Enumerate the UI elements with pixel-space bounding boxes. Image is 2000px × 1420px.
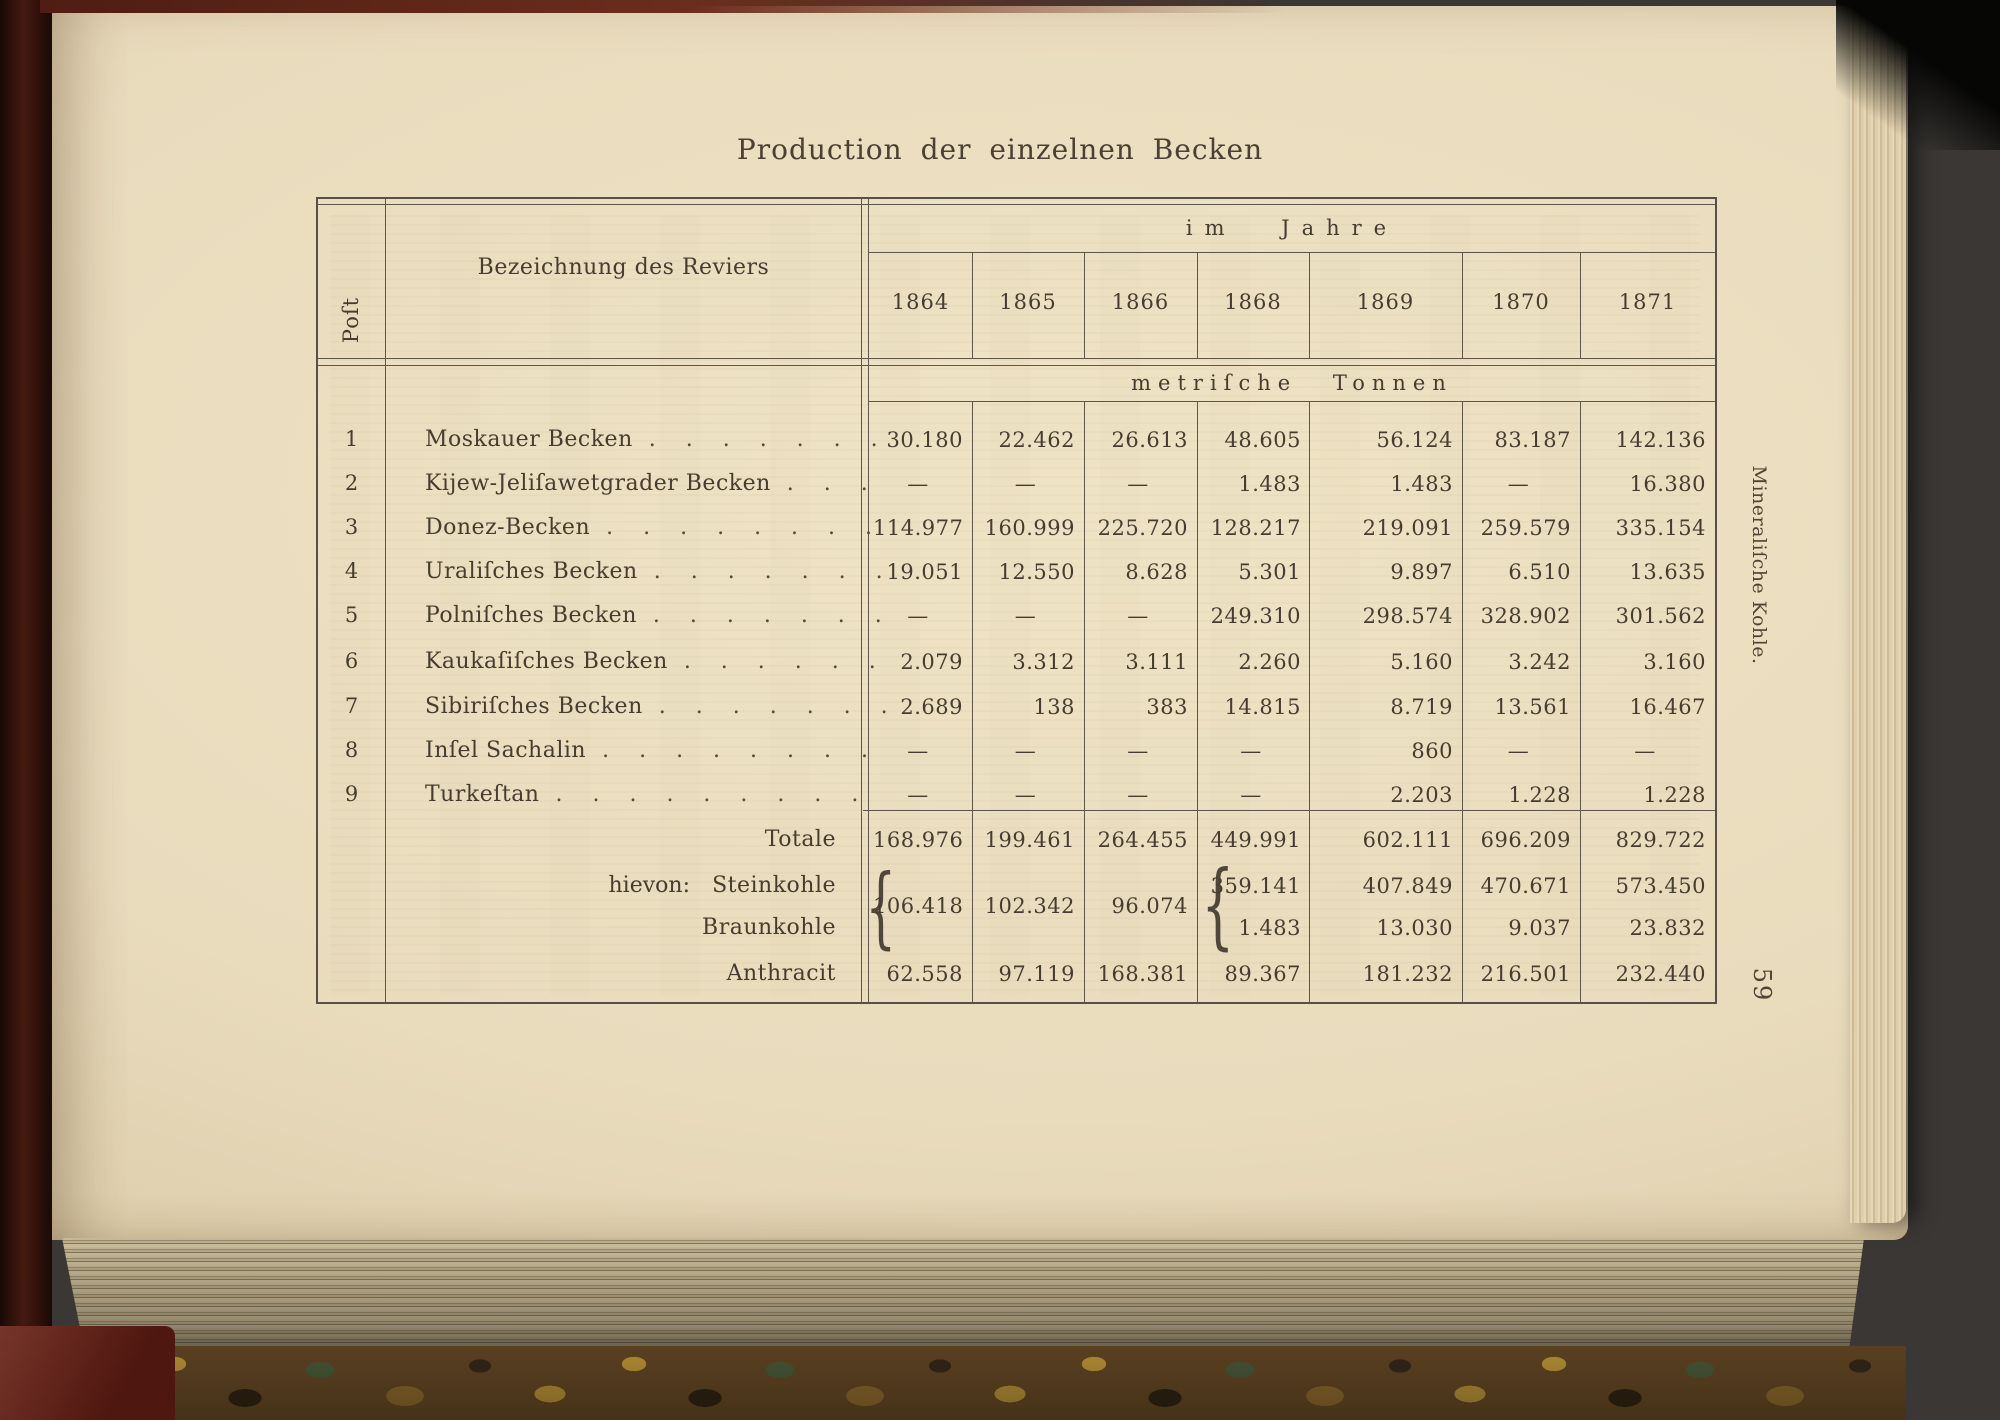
text-block-edge [62, 1238, 1864, 1346]
cell-value: — [907, 604, 929, 628]
cell-value: 301.562 [1615, 604, 1706, 628]
row-number: 6 [344, 649, 359, 673]
cell-value: 114.977 [873, 516, 964, 540]
cell-value: 3.111 [1125, 650, 1188, 674]
cell-value: — [1634, 739, 1656, 763]
cell-value: 128.217 [1210, 516, 1301, 540]
dot-leader: . . . . . . . [648, 427, 879, 452]
year-header-1866: 1866 [1111, 290, 1170, 314]
dot-leader: . . . . . . [683, 649, 877, 674]
row-label [425, 738, 875, 764]
cell-value: 30.180 [886, 428, 963, 452]
row-label [425, 603, 883, 629]
hievon-label: hievon: [608, 873, 690, 898]
totale-value: 168.976 [873, 828, 964, 852]
braunkohle-value: 23.832 [1629, 916, 1706, 940]
dot-leader: . . . [786, 471, 869, 496]
row-label [425, 559, 884, 585]
cell-value: 22.462 [998, 428, 1075, 452]
row-label-text: Turkeſtan [425, 782, 540, 807]
totale-value: 829.722 [1615, 828, 1706, 852]
cell-value: 383 [1146, 695, 1188, 719]
anthracit-value: 216.501 [1480, 962, 1571, 986]
cell-value: — [1507, 472, 1530, 496]
braunkohle-label: Braunkohle [702, 915, 836, 940]
cell-value: 860 [1411, 739, 1453, 763]
cell-value: 225.720 [1097, 516, 1188, 540]
year-header-1869: 1869 [1356, 290, 1415, 314]
cell-value: 16.467 [1629, 695, 1706, 719]
cell-value: 83.187 [1494, 428, 1571, 452]
row-label-text: Polniſches Becken [425, 603, 637, 628]
cell-value: 3.160 [1643, 650, 1706, 674]
steinkohle-value: 573.450 [1615, 874, 1706, 898]
column-header-post: Poſt [339, 296, 363, 344]
cell-value: 1.483 [1238, 472, 1301, 496]
rule [861, 199, 862, 1002]
cell-value: 1.483 [1390, 472, 1453, 496]
row-label [425, 427, 879, 453]
cell-value: — [1014, 604, 1037, 628]
row-label [425, 515, 875, 541]
row-label-text: Kijew-Jeliſawetgrader Becken [425, 471, 771, 496]
cell-value: 328.902 [1480, 604, 1571, 628]
anthracit-value: 181.232 [1362, 962, 1453, 986]
cell-value: 12.550 [998, 560, 1075, 584]
cell-value: 5.301 [1238, 560, 1301, 584]
unit-header: metriſche Tonnen [1131, 371, 1453, 395]
row-number: 5 [344, 603, 359, 627]
rule [318, 204, 1715, 205]
row-label-text: Uraliſches Becken [425, 559, 638, 584]
cell-value: — [1127, 783, 1149, 807]
combined-value: 96.074 [1111, 894, 1188, 918]
totale-value: 199.461 [984, 828, 1075, 852]
dot-leader: . . . . . . . . . [555, 782, 859, 807]
page-number: 59 [1748, 967, 1776, 1003]
cell-value: 16.380 [1629, 472, 1706, 496]
book-spine [0, 0, 52, 1420]
cell-value: 2.689 [900, 695, 963, 719]
column-header-im-jahre: im Jahre [1185, 216, 1399, 240]
dot-leader: . . . . . . . [653, 559, 884, 584]
steinkohle-value: 470.671 [1480, 874, 1571, 898]
cell-value: 19.051 [886, 560, 963, 584]
cell-value: 8.719 [1390, 695, 1453, 719]
anthracit-value: 168.381 [1097, 962, 1188, 986]
braunkohle-value: 1.483 [1238, 916, 1301, 940]
rule [1084, 401, 1085, 1002]
rule [1197, 401, 1198, 1002]
row-label [425, 694, 889, 720]
margin-side-note: Mineraliſche Kohle. [1748, 465, 1770, 665]
cell-value: — [1014, 739, 1037, 763]
cell-value: 249.310 [1210, 604, 1301, 628]
rule [869, 401, 1715, 402]
cell-value: 56.124 [1376, 428, 1453, 452]
steinkohle-value: 359.141 [1210, 874, 1301, 898]
cell-value: 2.203 [1390, 783, 1453, 807]
cell-value: — [907, 783, 929, 807]
row-number: 8 [344, 738, 359, 762]
row-number: 4 [344, 559, 359, 583]
grouping-brace-icon: { [1201, 851, 1235, 960]
totale-value: 449.991 [1210, 828, 1301, 852]
cell-value: 3.242 [1508, 650, 1571, 674]
cell-value: 14.815 [1224, 695, 1301, 719]
cell-value: 13.561 [1494, 695, 1571, 719]
totale-label: Totale [764, 827, 836, 852]
cell-value: — [1507, 739, 1530, 763]
cell-value: 2.079 [900, 650, 963, 674]
dot-leader: . . . . . . . . [602, 738, 869, 763]
rule [1309, 401, 1310, 1002]
cell-value: — [1014, 783, 1037, 807]
cell-value: 6.510 [1508, 560, 1571, 584]
row-label-text: Inſel Sachalin [425, 738, 587, 763]
year-header-1870: 1870 [1492, 290, 1550, 314]
grouping-brace-icon: { [865, 855, 897, 958]
row-label [425, 782, 875, 808]
combined-value: 106.418 [873, 894, 964, 918]
anthracit-value: 89.367 [1224, 962, 1301, 986]
cell-value: — [1240, 783, 1262, 807]
row-label-text: Kaukaſiſches Becken [425, 649, 668, 674]
cell-value: 2.260 [1238, 650, 1301, 674]
background-corner [1836, 0, 2000, 150]
cell-value: 1.228 [1643, 783, 1706, 807]
combined-value: 102.342 [984, 894, 1075, 918]
cell-value: — [1127, 472, 1149, 496]
totale-value: 696.209 [1480, 828, 1571, 852]
page-fore-edge [1850, 18, 1906, 1223]
row-number: 1 [344, 427, 359, 451]
cell-value: 26.613 [1111, 428, 1188, 452]
year-header-1868: 1868 [1224, 290, 1282, 314]
column-header-reviers: Bezeichnung des Reviers [477, 255, 770, 280]
totale-value: 602.111 [1362, 828, 1453, 852]
rule [1580, 401, 1581, 1002]
cell-value: 3.312 [1012, 650, 1075, 674]
cell-value: 335.154 [1615, 516, 1706, 540]
cell-value: 259.579 [1480, 516, 1571, 540]
cell-value: — [1127, 604, 1149, 628]
rule [318, 358, 1715, 359]
steinkohle-label: Steinkohle [712, 873, 836, 898]
cell-value: 1.228 [1508, 783, 1571, 807]
row-number: 9 [344, 782, 359, 806]
braunkohle-value: 13.030 [1376, 916, 1453, 940]
row-number: 3 [344, 515, 359, 539]
anthracit-value: 62.558 [886, 962, 963, 986]
anthracit-label: Anthracit [726, 961, 836, 986]
cell-value: 138 [1033, 695, 1075, 719]
cell-value: 48.605 [1224, 428, 1301, 452]
cell-value: 9.897 [1390, 560, 1453, 584]
year-header-1864: 1864 [891, 290, 950, 314]
year-header-1871: 1871 [1618, 290, 1677, 314]
anthracit-value: 97.119 [998, 962, 1075, 986]
cover-board-left [0, 1326, 175, 1420]
row-label-text: Donez-Becken [425, 515, 591, 540]
cell-value: — [907, 472, 929, 496]
cell-value: 298.574 [1362, 604, 1453, 628]
cell-value: 8.628 [1125, 560, 1188, 584]
year-header-1865: 1865 [999, 290, 1057, 314]
page-title: Production der einzelnen Becken [736, 133, 1264, 166]
rule [318, 365, 1715, 366]
dot-leader: . . . . . . . [658, 694, 889, 719]
braunkohle-value: 9.037 [1508, 916, 1571, 940]
totale-value: 264.455 [1097, 828, 1188, 852]
rule [972, 401, 973, 1002]
marbled-cover [150, 1346, 1906, 1420]
row-number: 7 [344, 694, 359, 718]
cell-value: — [1240, 739, 1262, 763]
cell-value: 219.091 [1362, 516, 1453, 540]
cell-value: 5.160 [1390, 650, 1453, 674]
cell-value: — [1127, 739, 1149, 763]
production-table [316, 197, 1717, 1004]
row-label [425, 471, 875, 497]
rule [869, 252, 1715, 253]
cell-value: — [1014, 472, 1037, 496]
dot-leader: . . . . . . . . [606, 515, 873, 540]
rule [863, 810, 1715, 811]
row-number: 2 [344, 471, 359, 495]
dot-leader: . . . . . . . [652, 603, 883, 628]
cell-value: 142.136 [1615, 428, 1706, 452]
cell-value: — [907, 739, 929, 763]
rule [1462, 401, 1463, 1002]
steinkohle-value: 407.849 [1362, 874, 1453, 898]
cell-value: 13.635 [1629, 560, 1706, 584]
row-label [425, 649, 875, 675]
cover-top-edge [40, 0, 1340, 13]
anthracit-value: 232.440 [1615, 962, 1706, 986]
row-label-text: Moskauer Becken [425, 427, 633, 452]
cell-value: 160.999 [984, 516, 1075, 540]
row-label-text: Sibiriſches Becken [425, 694, 643, 719]
